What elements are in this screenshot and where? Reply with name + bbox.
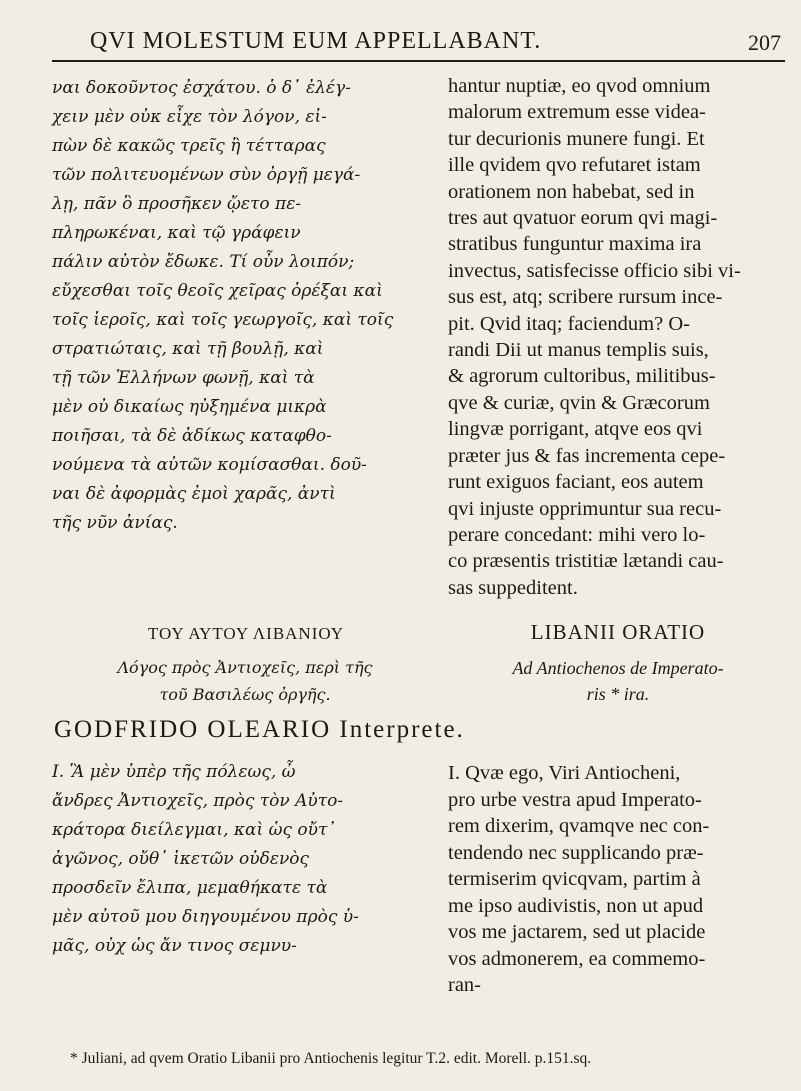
greek-oration-title: ΤΟΥ ΑΥΤΟΥ ΛΙΒΑΝΙΟΥ — [147, 624, 345, 643]
running-title: QVI MOLESTUM EUM APPELLABANT. — [90, 28, 542, 54]
greek-oration-subtitle: Λόγος πρὸς Ἀντιοχεῖς, περὶ τῆς τοῦ Βασιλέως ὀργῆς. — [117, 658, 373, 704]
latin-text-top: hantur nuptiæ, eo qvod omnium malorum extremum esse videa- tur decurionis munere fungi. Et ille qvidem qvo refutaret istam orationem non habebat, sed in tres aut qvatuor eorum qvi magi- stratibus funguntur maxima ira invectus, satisfecisse officio sibi vi- sus est, atq; scribere rursum ince- pit. Qvid itaq; faciendum? O- randi Dii ut manus templis suis, & agrorum cultoribus, militibus- qve & curiæ, qvin & Græcorum lingvæ porrigant, atqve eos qvi præter jus & fas incrementa cepe- runt exiguos faciant, eos autem qvi injuste opprimuntur sua recu- perare concedant: mihi vero lo- co præsentis tristitiæ lætandi cau- sas suppeditent. — [448, 75, 741, 599]
latin-oration-title: LIBANII ORATIO — [530, 620, 706, 644]
page-number: 207 — [748, 30, 781, 55]
latin-text-body: I. Qvæ ego, Viri Antiocheni, pro urbe vestra apud Imperato- rem dixerim, qvamqve nec con- tendendo nec supplicando præ- termiserim qvicqvam, partim à me ipso audivistis, non ut apud vos me jactarem, sed ut placide vos admonerem, ea commemo- ran- — [448, 762, 710, 996]
header-rule — [52, 60, 785, 62]
greek-text-body: I. Ἃ μὲν ὑπὲρ τῆς πόλεως, ὦ ἄνδρες Ἀντιοχεῖς, πρὸς τὸν Αὐτο- κράτορα διείλεγμαι, καὶ ὡς οὔτ᾽ ἀγῶνος, οὔθ᾽ ἱκετῶν οὐδενὸς προσδεῖν ἔλιπα, μεμαθήκατε τὰ μὲν αὐτοῦ μου διηγουμένου πρὸς ὑ- μᾶς, οὐχ ὡς ἄν τινος σεμνυ- — [52, 762, 359, 956]
latin-oration-subtitle: Ad Antiochenos de Imperato- ris * ira. — [512, 658, 724, 704]
page-header — [0, 22, 801, 62]
footnote: * Juliani, ad qvem Oratio Libanii pro Antiochenis legitur T.2. edit. Morell. p.151.sq. — [70, 1050, 592, 1067]
greek-text-top: ναι δοκοῦντος ἐσχάτου. ὁ δ᾽ ἐλέγ- χειν μὲν οὐκ εἶχε τὸν λόγον, εἰ- πὼν δὲ κακῶς τρεῖς ἢ τέτταρας τῶν πολιτευομένων σὺν ὀργῇ μεγά- λῃ, πᾶν ὃ προσῆκεν ᾤετο πε- πληρωκέναι, καὶ τῷ γράφειν πάλιν αὐτὸν ἔδωκε. Τί οὖν λοιπόν; εὔχεσθαι τοῖς θεοῖς χεῖρας ὀρέξαι καὶ τοῖς ἱεροῖς, καὶ τοῖς γεωργοῖς, καὶ τοῖς στρατιώταις, καὶ τῇ βουλῇ, καὶ τῇ τῶν Ἑλλήνων φωνῇ, καὶ τὰ μὲν οὐ δικαίως ηὐξημένα μικρὰ ποιῆσαι, τὰ δὲ ἀδίκως καταφθο- νούμενα τὰ αὐτῶν κομίσασθαι. δοῦ- ναι δὲ ἀφορμὰς ἐμοὶ χαρᾶς, ἀντὶ τῆς νῦν ἀνίας. — [52, 78, 394, 533]
translator-line: GODFRIDO OLEARIO Interprete. — [54, 716, 465, 743]
